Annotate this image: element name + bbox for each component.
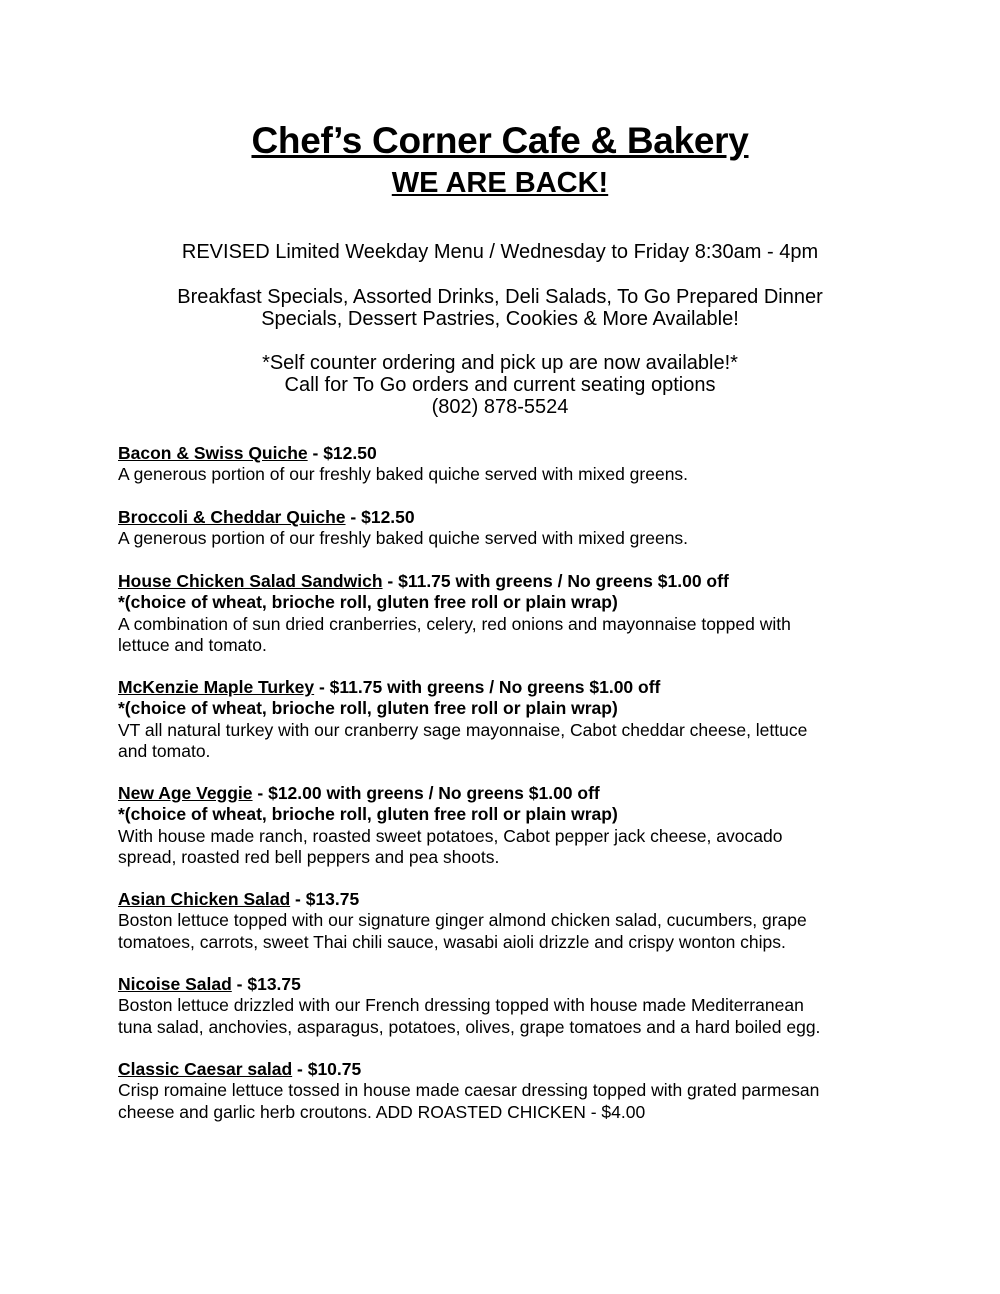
menu-item-heading [118, 443, 898, 464]
menu-item-heading [118, 974, 898, 995]
offerings-line-2: Specials, Dessert Pastries, Cookies & More Available! [261, 308, 739, 330]
menu-item [118, 889, 898, 953]
ordering-line-2: Call for To Go orders and current seating options [284, 374, 716, 396]
menu-item-note: *(choice of wheat, brioche roll, gluten free roll or plain wrap) [118, 804, 618, 825]
menu-item-description: Boston lettuce topped with our signature ginger almond chicken salad, cucumbers, grape [118, 910, 807, 931]
menu-item-description: A generous portion of our freshly baked quiche served with mixed greens. [118, 528, 689, 549]
menu-item-name: House Chicken Salad Sandwich [118, 571, 383, 591]
menu-item-description: and tomato. [118, 740, 211, 761]
menu-item-price: - $11.75 with greens / No greens $1.00 off [314, 677, 661, 697]
menu-item-name: Bacon & Swiss Quiche [118, 443, 308, 463]
menu-item-description: VT all natural turkey with our cranberry sage mayonnaise, Cabot cheddar cheese, lettuce [118, 719, 808, 740]
menu-item-description: tomatoes, carrots, sweet Thai chili sauce, wasabi aioli drizzle and crispy wonton chips. [118, 931, 786, 952]
menu-item-heading [118, 783, 898, 804]
menu-item-description: tuna salad, anchovies, asparagus, potatoes, olives, grape tomatoes and a hard boiled egg. [118, 1016, 821, 1037]
hours-notice [0, 241, 1000, 263]
menu-item-price: - $12.50 [307, 443, 377, 463]
menu-item-description: cheese and garlic herb croutons. ADD ROASTED CHICKEN - $4.00 [118, 1101, 646, 1122]
menu-item-description: lettuce and tomato. [118, 634, 267, 655]
menu-item-name: Asian Chicken Salad [118, 889, 291, 909]
menu-item-description: A generous portion of our freshly baked quiche served with mixed greens. [118, 464, 689, 485]
menu-item-description: Crisp romaine lettuce tossed in house made caesar dressing topped with grated parmesan [118, 1080, 820, 1101]
menu-item [118, 1059, 898, 1123]
menu-item-heading [118, 507, 898, 528]
menu-item-description: A combination of sun dried cranberries, celery, red onions and mayonnaise topped with [118, 613, 791, 634]
menu-item-description: Boston lettuce drizzled with our French dressing topped with house made Mediterranean [118, 995, 804, 1016]
menu-item-name: Classic Caesar salad [118, 1059, 293, 1079]
menu-item-name: New Age Veggie [118, 783, 253, 803]
menu-item-price: - $13.75 [231, 974, 301, 994]
menu-item [118, 443, 898, 486]
menu-item-price: - $10.75 [292, 1059, 362, 1079]
menu-item-description: With house made ranch, roasted sweet potatoes, Cabot pepper jack cheese, avocado [118, 825, 783, 846]
menu-item-price: - $12.50 [345, 507, 415, 527]
menu-item-price: - $13.75 [290, 889, 360, 909]
menu-item-heading [118, 571, 898, 592]
ordering-notice [0, 352, 1000, 418]
menu-item-heading [118, 677, 898, 698]
menu-item-name: Nicoise Salad [118, 974, 232, 994]
hours-text: REVISED Limited Weekday Menu / Wednesday to Friday 8:30am - 4pm [181, 241, 819, 263]
menu-item-note: *(choice of wheat, brioche roll, gluten free roll or plain wrap) [118, 698, 618, 719]
menu-item [118, 974, 898, 1038]
menu-item-heading [118, 1059, 898, 1080]
page-subtitle: WE ARE BACK! [391, 167, 609, 199]
menu-item-price: - $11.75 with greens / No greens $1.00 off [382, 571, 729, 591]
offerings-notice [0, 286, 1000, 330]
menu-item-heading [118, 889, 898, 910]
menu-item-price: - $12.00 with greens / No greens $1.00 off [252, 783, 600, 803]
menu-item [118, 571, 898, 656]
menu-item-description: spread, roasted red bell peppers and pea shoots. [118, 846, 500, 867]
menu-item-name: Broccoli & Cheddar Quiche [118, 507, 346, 527]
menu-item [118, 677, 898, 762]
menu-item [118, 507, 898, 550]
offerings-line-1: Breakfast Specials, Assorted Drinks, Deli Salads, To Go Prepared Dinner [177, 286, 823, 308]
menu-item-name: McKenzie Maple Turkey [118, 677, 315, 697]
ordering-line-1: *Self counter ordering and pick up are now available!* [262, 352, 738, 374]
menu-item [118, 783, 898, 868]
menu-item-note: *(choice of wheat, brioche roll, gluten free roll or plain wrap) [118, 592, 618, 613]
phone-number: (802) 878-5524 [431, 396, 569, 418]
page-title: Chef’s Corner Cafe & Bakery [251, 120, 749, 161]
